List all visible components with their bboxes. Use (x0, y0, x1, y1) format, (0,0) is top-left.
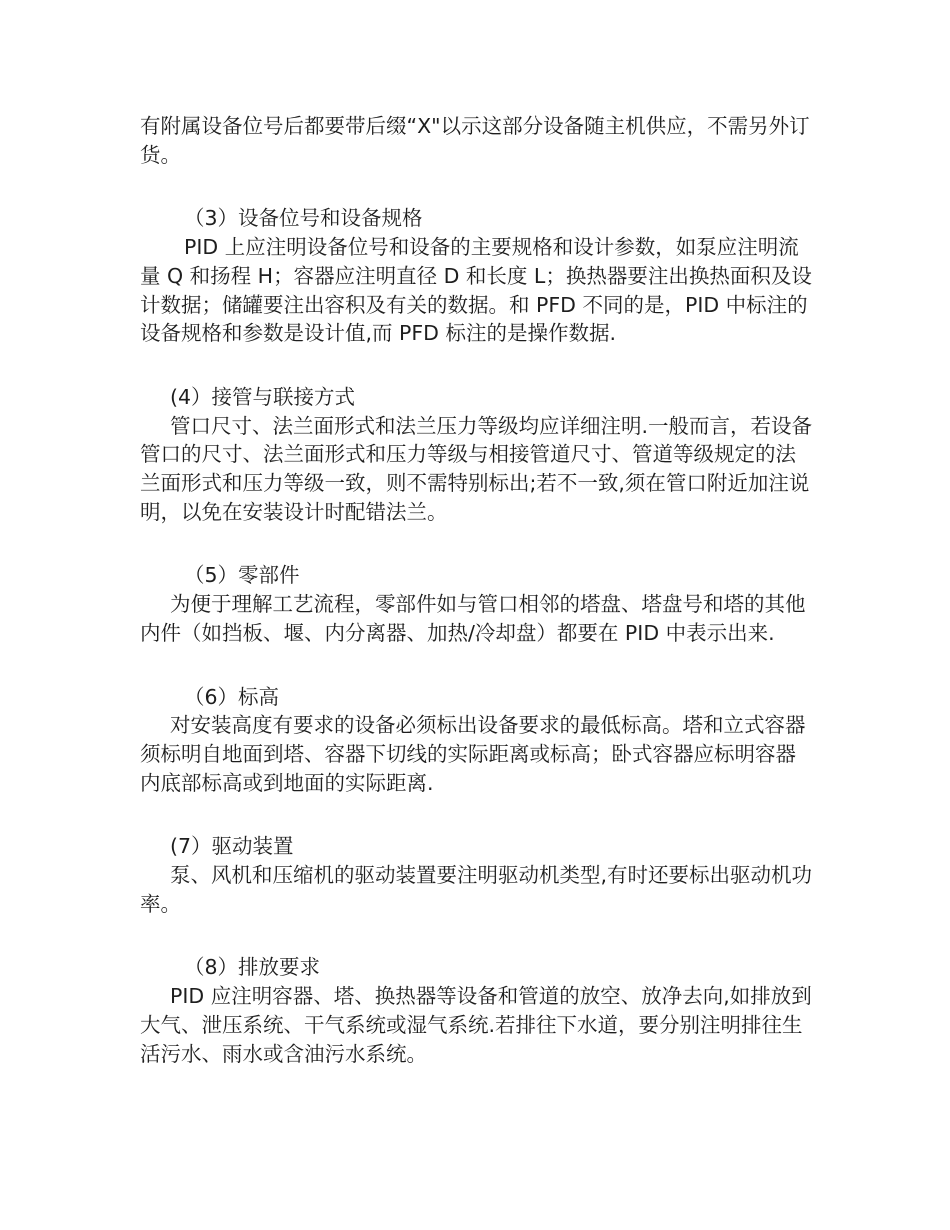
spacer (140, 526, 812, 561)
section-heading-8: （8）排放要求 (184, 955, 321, 980)
section-body-5: 为便于理解工艺流程，零部件如与管口相邻的塔盘、塔盘号和塔的其他内件（如挡板、堰、内分离器、加热/冷却盘）都要在 PID 中表示出来. (140, 592, 806, 645)
spacer (140, 648, 812, 683)
section-heading-6: （6）标高 (184, 684, 280, 709)
intro-paragraph: 有附属设备位号后都要带后缀“X"以示这部分设备随主机供应，不需另外订货。 (140, 114, 810, 167)
section-body-8: PID 应注明容器、塔、换热器等设备和管道的放空、放净去向,如排放到大气、泄压系统、干气系统或湿气系统.若排往下水道，要分别注明排往生活污水、雨水或含油污水系统。 (140, 984, 812, 1066)
spacer (140, 797, 812, 832)
section-heading-3: （3）设备位号和设备规格 (184, 206, 423, 231)
document-content (140, 112, 812, 1068)
section-body-6: 对安装高度有要求的设备必须标出设备要求的最低标高。塔和立式容器须标明自地面到塔、容器下切线的实际距离或标高；卧式容器应标明容器内底部标高或到地面的实际距离. (140, 713, 806, 795)
section-heading-4: (4）接管与联接方式 (170, 384, 356, 409)
spacer (140, 918, 812, 953)
spacer (140, 348, 812, 383)
section-heading-5: （5）零部件 (184, 563, 300, 588)
section-body-3: PID 上应注明设备位号和设备的主要规格和设计参数，如泵应注明流量 Q 和扬程 H；容器应注明直径 D 和长度 L；换热器要注出换热面积及设计数据；储罐要注出容积及有关的数据。和 PFD 不同的是，PID 中标注的设备规格和参数是设计值,而 PFD 标注的是操作数据. (140, 235, 812, 346)
spacer (140, 169, 812, 204)
section-body-4: 管口尺寸、法兰面形式和法兰压力等级均应详细注明.一般而言，若设备管口的尺寸、法兰面形式和压力等级与相接管道尺寸、管道等级规定的法兰面形式和压力等级一致，则不需特别标出;若不一致,须在管口附近加注说明，以免在安装设计时配错法兰。 (140, 413, 813, 524)
section-heading-7: (7）驱动装置 (170, 834, 294, 859)
section-body-7: 泵、风机和压缩机的驱动装置要注明驱动机类型,有时还要标出驱动机功率。 (140, 863, 813, 916)
